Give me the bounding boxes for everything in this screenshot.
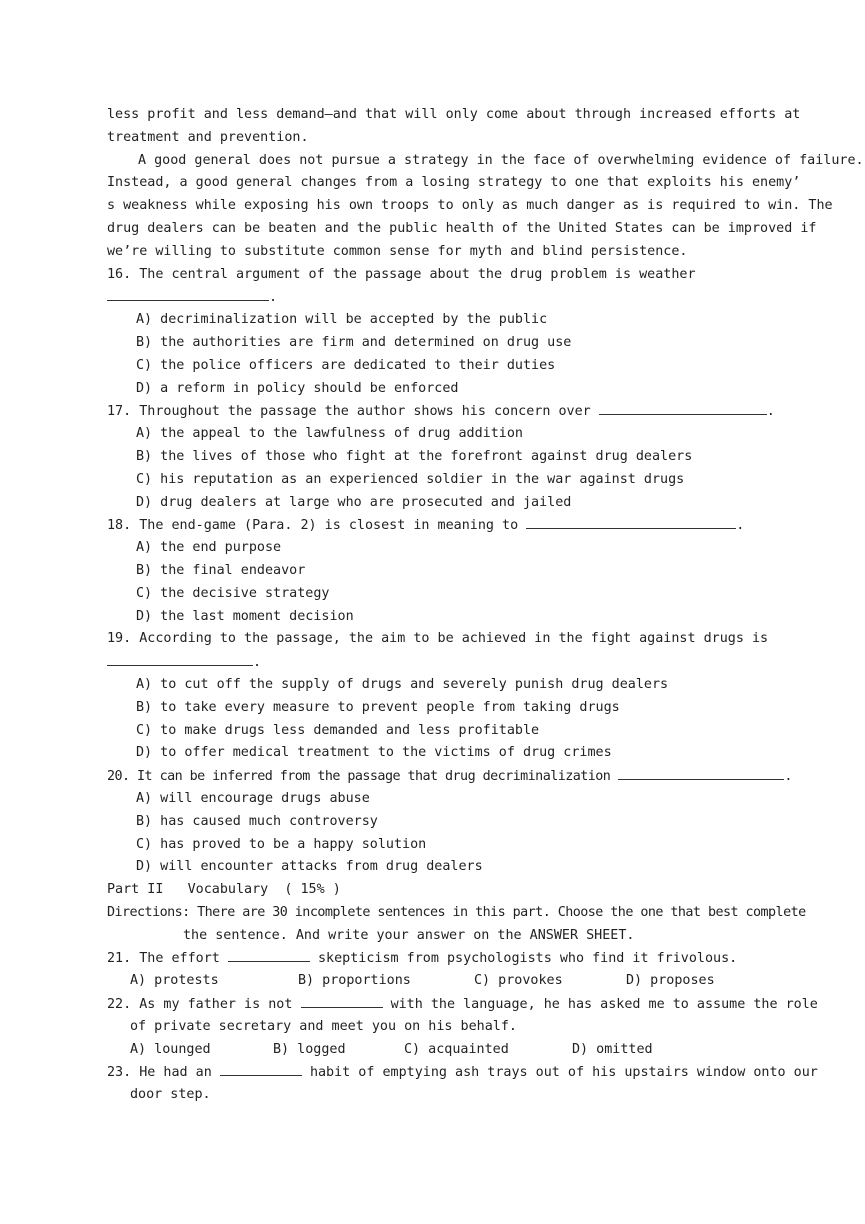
answer-blank [618, 765, 784, 780]
question-stem: 16. The central argument of the passage about the drug problem is weather [107, 266, 696, 282]
option-a: A) the appeal to the lawfulness of drug addition [136, 426, 523, 442]
question-23 [107, 1061, 818, 1107]
section-heading: Part II Vocabulary ( 15% ) [107, 882, 341, 898]
passage-line: less profit and less demand—and that will only come about through increased efforts at [107, 107, 801, 122]
question-17 [107, 400, 775, 514]
answer-blank [107, 286, 269, 301]
question-stem-continuation: . [107, 286, 770, 309]
option-b: B) the authorities are firm and determined on drug use [136, 334, 572, 350]
passage-paragraph-1 [107, 104, 801, 150]
option-c: C) provokes [474, 973, 563, 989]
option-d: D) omitted [572, 1041, 653, 1057]
passage-line: drug dealers can be beaten and the public health of the United States can be improved if [107, 220, 817, 236]
option-c: C) to make drugs less demanded and less profitable [136, 722, 540, 738]
option-a: A) to cut off the supply of drugs and severely punish drug dealers [136, 676, 669, 692]
options-row [107, 1039, 770, 1062]
option-d: D) drug dealers at large who are prosecuted and jailed [136, 494, 572, 510]
answer-blank [220, 1061, 302, 1076]
passage-line: A good general does not pursue a strategy in the face of overwhelming evidence of failure. [138, 152, 864, 168]
question-stem-continuation: door step. [130, 1087, 211, 1103]
option-d: D) will encounter attacks from drug dealers [136, 859, 483, 875]
option-a: A) lounged [130, 1041, 211, 1057]
directions-line: the sentence. And write your answer on the ANSWER SHEET. [183, 927, 635, 943]
question-stem: 22. As my father is not with the language, he has asked me to assume the role [107, 993, 770, 1016]
passage-line: s weakness while exposing his own troops to only as much danger as is required to win. The [107, 198, 833, 214]
option-b: B) the final endeavor [136, 562, 306, 578]
question-stem: 20. It can be inferred from the passage that drug decriminalization . [107, 765, 770, 788]
option-d: D) the last moment decision [136, 608, 354, 624]
question-stem-continuation: of private secretary and meet you on his behalf. [130, 1018, 517, 1034]
option-a: A) decriminalization will be accepted by the public [136, 312, 548, 328]
option-c: C) his reputation as an experienced soldier in the war against drugs [136, 471, 685, 487]
question-20 [107, 765, 793, 879]
part-2-section [107, 879, 818, 1107]
question-stem: 23. He had an habit of emptying ash trays out of his upstairs window onto our [107, 1061, 770, 1084]
answer-blank [228, 947, 310, 962]
option-b: B) has caused much controversy [136, 813, 378, 829]
option-a: A) protests [130, 973, 219, 989]
document-page [107, 104, 864, 1107]
option-b: B) the lives of those who fight at the forefront against drug dealers [136, 448, 693, 464]
passage-line: Instead, a good general changes from a losing strategy to one that exploits his enemy’ [107, 175, 801, 191]
directions-line: Directions: There are 30 incomplete sentences in this part. Choose the one that best complete [107, 904, 806, 920]
option-b: B) proportions [298, 973, 411, 989]
option-a: A) the end purpose [136, 540, 282, 556]
question-21 [107, 947, 770, 993]
answer-blank [107, 651, 253, 666]
question-22 [107, 993, 818, 1061]
option-c: C) the police officers are dedicated to their duties [136, 357, 556, 373]
question-stem: 19. According to the passage, the aim to be achieved in the fight against drugs is [107, 631, 769, 647]
option-d: D) a reform in policy should be enforced [136, 380, 459, 396]
option-d: D) to offer medical treatment to the victims of drug crimes [136, 745, 612, 761]
option-b: B) to take every measure to prevent people from taking drugs [136, 699, 620, 715]
passage-line: we’re willing to substitute common sense for myth and blind persistence. [107, 243, 688, 259]
question-stem: 21. The effort skepticism from psychologists who find it frivolous. [107, 947, 770, 970]
answer-blank [526, 514, 736, 529]
answer-blank [301, 993, 383, 1008]
question-stem: 18. The end-game (Para. 2) is closest in meaning to . [107, 514, 770, 537]
options-row [107, 970, 770, 993]
passage-line: treatment and prevention. [107, 129, 309, 145]
question-stem-continuation: . [107, 651, 770, 674]
option-c: C) the decisive strategy [136, 585, 330, 601]
question-18 [107, 514, 770, 628]
option-d: D) proposes [626, 973, 715, 989]
question-stem: 17. Throughout the passage the author shows his concern over . [107, 400, 770, 423]
passage-paragraph-2 [107, 150, 864, 264]
question-16 [107, 264, 770, 401]
option-c: C) has proved to be a happy solution [136, 836, 427, 852]
option-c: C) acquainted [404, 1041, 509, 1057]
option-a: A) will encourage drugs abuse [136, 790, 370, 806]
option-b: B) logged [273, 1041, 346, 1057]
answer-blank [599, 400, 767, 415]
question-19 [107, 628, 770, 765]
